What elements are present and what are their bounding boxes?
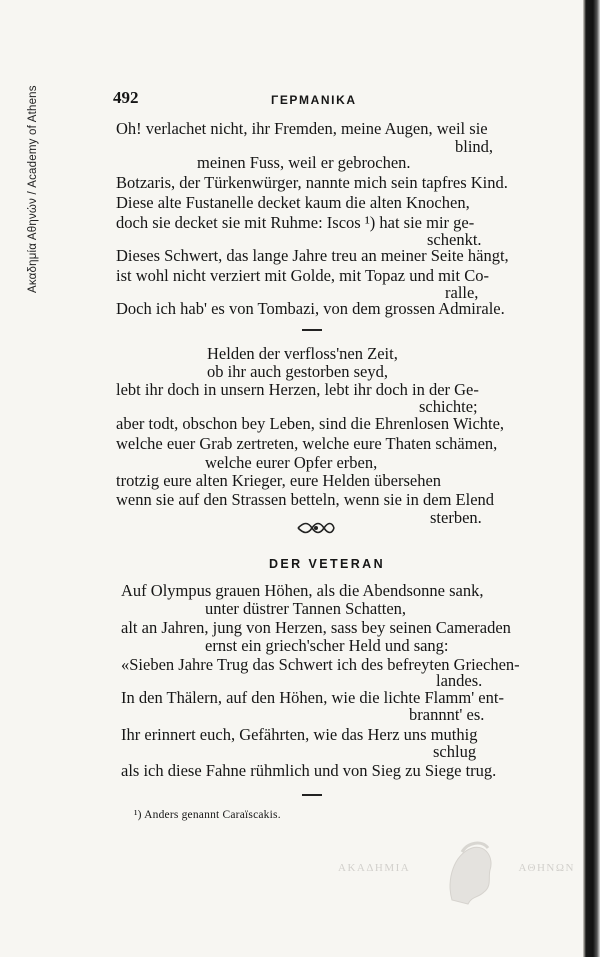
- verse-line: unter düstrer Tannen Schatten,: [205, 599, 407, 618]
- verse-line: aber todt, obschon bey Leben, sind die Ehrenlosen Wichte,: [116, 414, 505, 433]
- verse-line: ob ihr auch gestorben seyd,: [207, 362, 388, 381]
- watermark-text-right: ΑΘΗΝΩΝ: [518, 862, 575, 874]
- verse-line: alt an Jahren, jung von Herzen, sass bey seinen Cameraden: [121, 618, 511, 637]
- page-number: 492: [113, 88, 139, 107]
- section-divider: [302, 329, 322, 331]
- verse-line: meinen Fuss, weil er gebrochen.: [197, 153, 411, 172]
- verse-line: landes.: [436, 671, 483, 690]
- athena-head-icon: [442, 840, 498, 910]
- ornament-flourish-icon: [296, 521, 336, 535]
- verse-line: doch sie decket sie mit Ruhme: Iscos ¹) hat sie mir ge-: [116, 213, 475, 232]
- verse-line: Doch ich hab' es von Tombazi, von dem grossen Admirale.: [116, 299, 505, 318]
- verse-line: lebt ihr doch in unsern Herzen, lebt ihr doch in der Ge-: [116, 380, 479, 399]
- verse-line: brannnt' es.: [409, 705, 485, 724]
- verse-line: Dieses Schwert, das lange Jahre treu an meiner Seite hängt,: [116, 246, 509, 265]
- verse-line: schlug: [433, 742, 477, 761]
- verse-line: In den Thälern, auf den Höhen, wie die lichte Flamm' ent-: [121, 688, 504, 707]
- verse-line: «Sieben Jahre Trug das Schwert ich des befreyten Griechen-: [121, 655, 520, 674]
- verse-line: schenkt.: [427, 230, 482, 249]
- verse-line: Auf Olympus grauen Höhen, als die Abendsonne sank,: [121, 581, 484, 600]
- archive-credit: Ακαδημία Αθηνών / Academy of Athens: [27, 85, 39, 293]
- verse-line: Ihr erinnert euch, Gefährten, wie das Herz uns muthig: [121, 725, 478, 744]
- verse-line: trotzig eure alten Krieger, eure Helden übersehen: [116, 471, 442, 490]
- verse-line: ernst ein griech'scher Held und sang:: [205, 636, 449, 655]
- running-title: ΓΕΡΜΑΝΙΚΑ: [271, 93, 357, 107]
- verse-line: schichte;: [419, 397, 478, 416]
- verse-line: als ich diese Fahne rühmlich und von Sieg zu Siege trug.: [121, 761, 497, 780]
- footnote: ¹) Anders genannt Caraïscakis.: [134, 809, 281, 821]
- verse-line: Oh! verlachet nicht, ihr Fremden, meine Augen, weil sie: [116, 119, 488, 138]
- verse-line: welche eurer Opfer erben,: [205, 453, 378, 472]
- verse-line: welche euer Grab zertreten, welche eure Thaten schämen,: [116, 434, 498, 453]
- verse-line: ist wohl nicht verziert mit Golde, mit Topaz und mit Co-: [116, 266, 489, 285]
- page-edge-shadow: [583, 0, 600, 957]
- verse-line: blind,: [455, 137, 494, 156]
- verse-line: wenn sie auf den Strassen betteln, wenn sie in dem Elend: [116, 490, 495, 509]
- academy-watermark: [338, 840, 583, 920]
- watermark-text-left: ΑΚΑΔΗΜΙΑ: [338, 862, 411, 874]
- verse-line: ralle,: [445, 283, 479, 302]
- verse-line: sterben.: [430, 508, 482, 527]
- verse-line: Diese alte Fustanelle decket kaum die alten Knochen,: [116, 193, 470, 212]
- verse-line: Botzaris, der Türkenwürger, nannte mich sein tapfres Kind.: [116, 173, 508, 192]
- footnote-divider: [302, 794, 322, 796]
- verse-line: Helden der verfloss'nen Zeit,: [207, 344, 398, 363]
- section-title: DER VETERAN: [269, 557, 385, 571]
